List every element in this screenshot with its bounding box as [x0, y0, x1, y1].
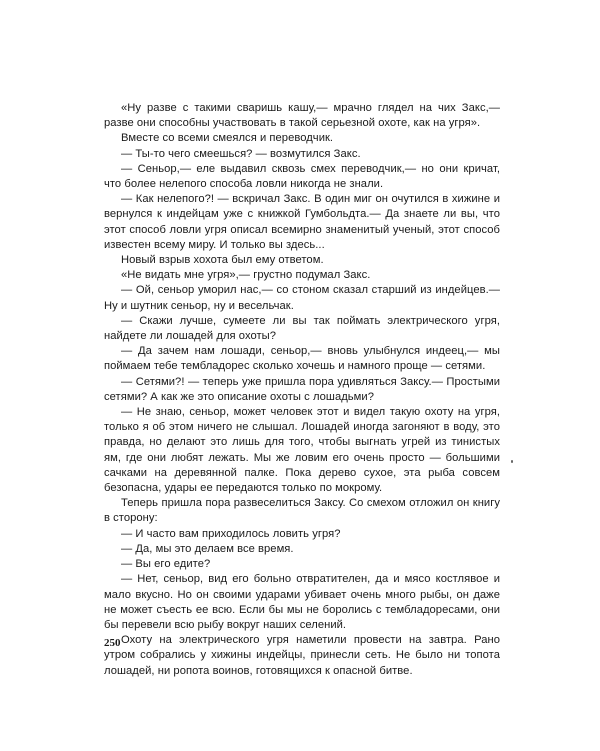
paragraph: — Да, мы это делаем все время.: [121, 542, 294, 555]
paragraph: Новый взрыв хохота был ему ответом.: [121, 254, 324, 267]
paragraph: Вместе со всеми смеялся и переводчик.: [121, 132, 334, 145]
paragraph: «Не видать мне угря»,— грустно подумал Закс.: [121, 269, 371, 282]
paragraph: — Как нелепого?! — вскричал Закс. В один миг он очутился в хижине и вернулся к индейцам уже с книжкой Гумбольдта.— Да знаете ли вы, что этот способ ловли угря описал всемирно знаменитый ученый, этот способ известен всему миру. И только вы здесь...: [104, 193, 500, 251]
scan-speck: [511, 460, 513, 463]
main-text: [104, 101, 500, 679]
paragraph: — Да зачем нам лошади, сеньор,— вновь улыбнулся индеец,— мы поймаем тебе тембладорес сколько хочешь и намного проще — сетями.: [104, 345, 500, 373]
paragraph: Охоту на электрического угря наметили провести на завтра. Рано утром собрались у хижины индейцы, принесли сеть. Не было ни топота лошадей, ни ропота воинов, готовящихся к опасной битве.: [104, 634, 500, 677]
paragraph: — Скажи лучше, сумеете ли вы так поймать электрического угря, найдете ли лошадей для охоты?: [104, 314, 500, 343]
page-number: 250: [104, 637, 121, 649]
paragraph: — Не знаю, сеньор, может человек этот и видел такую охоту на угря, только я об этом ничего не слышал. Лошадей иногда загоняют в воду, это правда, но делают это лишь для того, чтобы выгнать угрей из тинистых ям, где они любят лежать. Мы же ловим его очень просто — большими сачками на деревянной палке. Пока дерево сухое, эта рыба совсем безопасна, удары ее передаются только по мокрому.: [104, 406, 500, 495]
paragraph: — Ой, сеньор уморил нас,— со стоном сказал старший из индейцев.— Ну и шутник сеньор, ну и весельчак.: [104, 284, 500, 312]
paragraph: — И часто вам приходилось ловить угря?: [121, 527, 341, 540]
paragraph: — Нет, сеньор, вид его больно отвратителен, да и мясо костлявое и мало вкусно. Но он своими ударами убивает очень много рыбы, он даже не может съесть ее всю. Если бы мы не боролись с тембладоресами, они бы перевели всю рыбу вокруг наших селений.: [104, 573, 500, 631]
paragraph: Теперь пришла пора развеселиться Заксу. Со смехом отложил он книгу в сторону:: [104, 497, 500, 525]
paragraph: — Ты-то чего смеешься? — возмутился Закс.: [121, 147, 361, 160]
paragraph: — Сеньор,— еле выдавил сквозь смех переводчик,— но они кричат, что более нелепого способа ловли никогда не знали.: [104, 162, 500, 191]
paragraph: «Ну разве с такими сваришь кашу,— мрачно глядел на чих Закс,— разве они способны участвовать в такой серьезной охоте, как на угря».: [104, 102, 500, 130]
paragraph: — Вы его едите?: [121, 558, 211, 571]
paragraph: — Сетями?! — теперь уже пришла пора удивляться Заксу.— Простыми сетями? А как же это описание охоты с лошадьми?: [104, 375, 500, 403]
